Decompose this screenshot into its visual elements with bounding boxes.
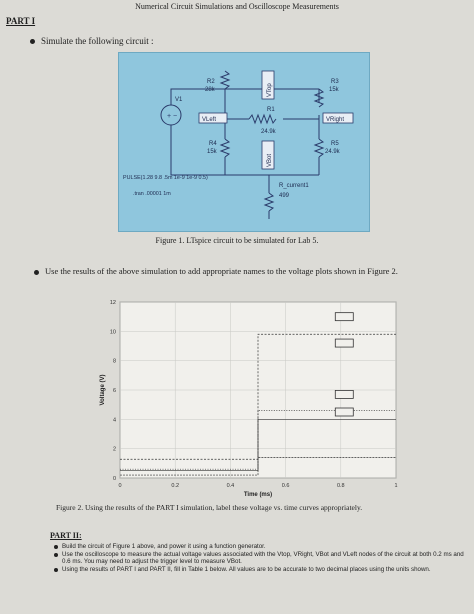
part2-list	[54, 543, 464, 573]
x-tick-label: 1	[394, 483, 398, 489]
resistor-r1	[249, 115, 276, 123]
x-tick-label: 0.4	[226, 483, 235, 489]
y-tick-label: 4	[112, 417, 116, 424]
list-item-text: Using the results of PART I and PART II, fill in Table 1 below. All values are to be accurate to two decimal places using the units shown.	[62, 565, 431, 573]
r1-value: 24.9k	[261, 129, 276, 135]
bullet-use-results-text: Use the results of the above simulation to add appropriate names to the voltage plots shown in Figure 2.	[45, 266, 398, 276]
list-item-text: Use the oscilloscope to measure the actual voltage values associated with the Vtop, VRight, VBot and VLeft nodes of the circuit at both 0.2 ms and 0.6 ms. You may need to adjust the trigger level to measure VBot.	[62, 550, 464, 566]
bullet-simulate-text: Simulate the following circuit :	[41, 36, 154, 46]
y-tick-label: 10	[109, 329, 116, 336]
vtop-label: VTop	[267, 83, 273, 97]
r1-name: R1	[267, 107, 275, 113]
y-axis-label: Voltage (V)	[100, 374, 106, 406]
y-tick-label: 2	[112, 446, 116, 453]
label-box-2	[335, 339, 353, 347]
x-tick-label: 0.2	[171, 483, 180, 489]
bullet-dot	[54, 568, 58, 572]
bullet-dot	[54, 545, 58, 549]
bullet-dot	[54, 553, 58, 557]
bullet-dot	[34, 270, 39, 275]
r3-name: R3	[331, 79, 339, 85]
resistor-r2	[221, 71, 229, 89]
figure1-caption: Figure 1. LTspice circuit to be simulated for Lab 5.	[155, 236, 319, 245]
source-plus-minus-icon: + −	[167, 113, 178, 120]
vleft-label: VLeft	[202, 117, 217, 123]
pulse-directive: PULSE(1.28 9.8 .5m 1e-9 1e-9 0.5)	[123, 175, 208, 181]
list-item-text: Build the circuit of Figure 1 above, and power it using a function generator.	[62, 543, 266, 550]
x-tick-label: 0.8	[336, 483, 345, 489]
r5-value: 24.9k	[325, 149, 340, 155]
figure2-caption: Figure 2. Using the results of the PART I simulation, label these voltage vs. time curves appropriately.	[56, 503, 363, 512]
r3-value: 15k	[329, 87, 339, 93]
voltage-time-chart	[96, 296, 406, 500]
rcurrent-name: R_current1	[279, 183, 309, 189]
wire-top	[171, 83, 269, 105]
vright-label: VRight	[326, 117, 345, 123]
x-tick-label: 0	[118, 483, 122, 489]
bullet-use-results	[34, 266, 398, 276]
tran-directive: .tran .00001 1m	[133, 191, 171, 197]
wire-bottom	[171, 125, 269, 175]
bullet-simulate	[30, 36, 153, 46]
x-axis-label: Time (ms)	[243, 492, 273, 498]
part2-heading: PART II:	[50, 531, 82, 540]
y-tick-label: 6	[112, 388, 116, 394]
r2-value: 28k	[205, 87, 215, 93]
resistor-r5	[315, 139, 323, 157]
label-box-3	[335, 390, 353, 398]
x-tick-label: 0.6	[281, 483, 290, 489]
r2-name: R2	[207, 79, 215, 85]
list-item	[54, 566, 464, 574]
label-box-1	[335, 313, 353, 321]
ltspice-circuit-figure	[118, 52, 370, 232]
document-title: Numerical Circuit Simulations and Oscilloscope Measurements	[135, 2, 339, 11]
vbot-label: VBot	[267, 153, 273, 167]
r4-value: 15k	[207, 149, 217, 155]
y-tick-label: 0	[112, 476, 116, 482]
label-box-4	[335, 408, 353, 416]
rcurrent-value: 499	[279, 193, 290, 199]
bullet-dot	[30, 39, 35, 44]
circuit-schematic	[119, 53, 369, 231]
y-tick-label: 8	[112, 358, 116, 365]
list-item	[54, 543, 464, 551]
part1-heading: PART I	[6, 16, 36, 26]
r5-name: R5	[331, 141, 339, 147]
resistor-rcurrent	[265, 193, 273, 211]
r4-name: R4	[209, 141, 217, 147]
y-tick-label: 12	[109, 300, 116, 306]
list-item	[54, 551, 464, 566]
resistor-r4	[221, 139, 229, 157]
v1-name: V1	[175, 97, 183, 103]
